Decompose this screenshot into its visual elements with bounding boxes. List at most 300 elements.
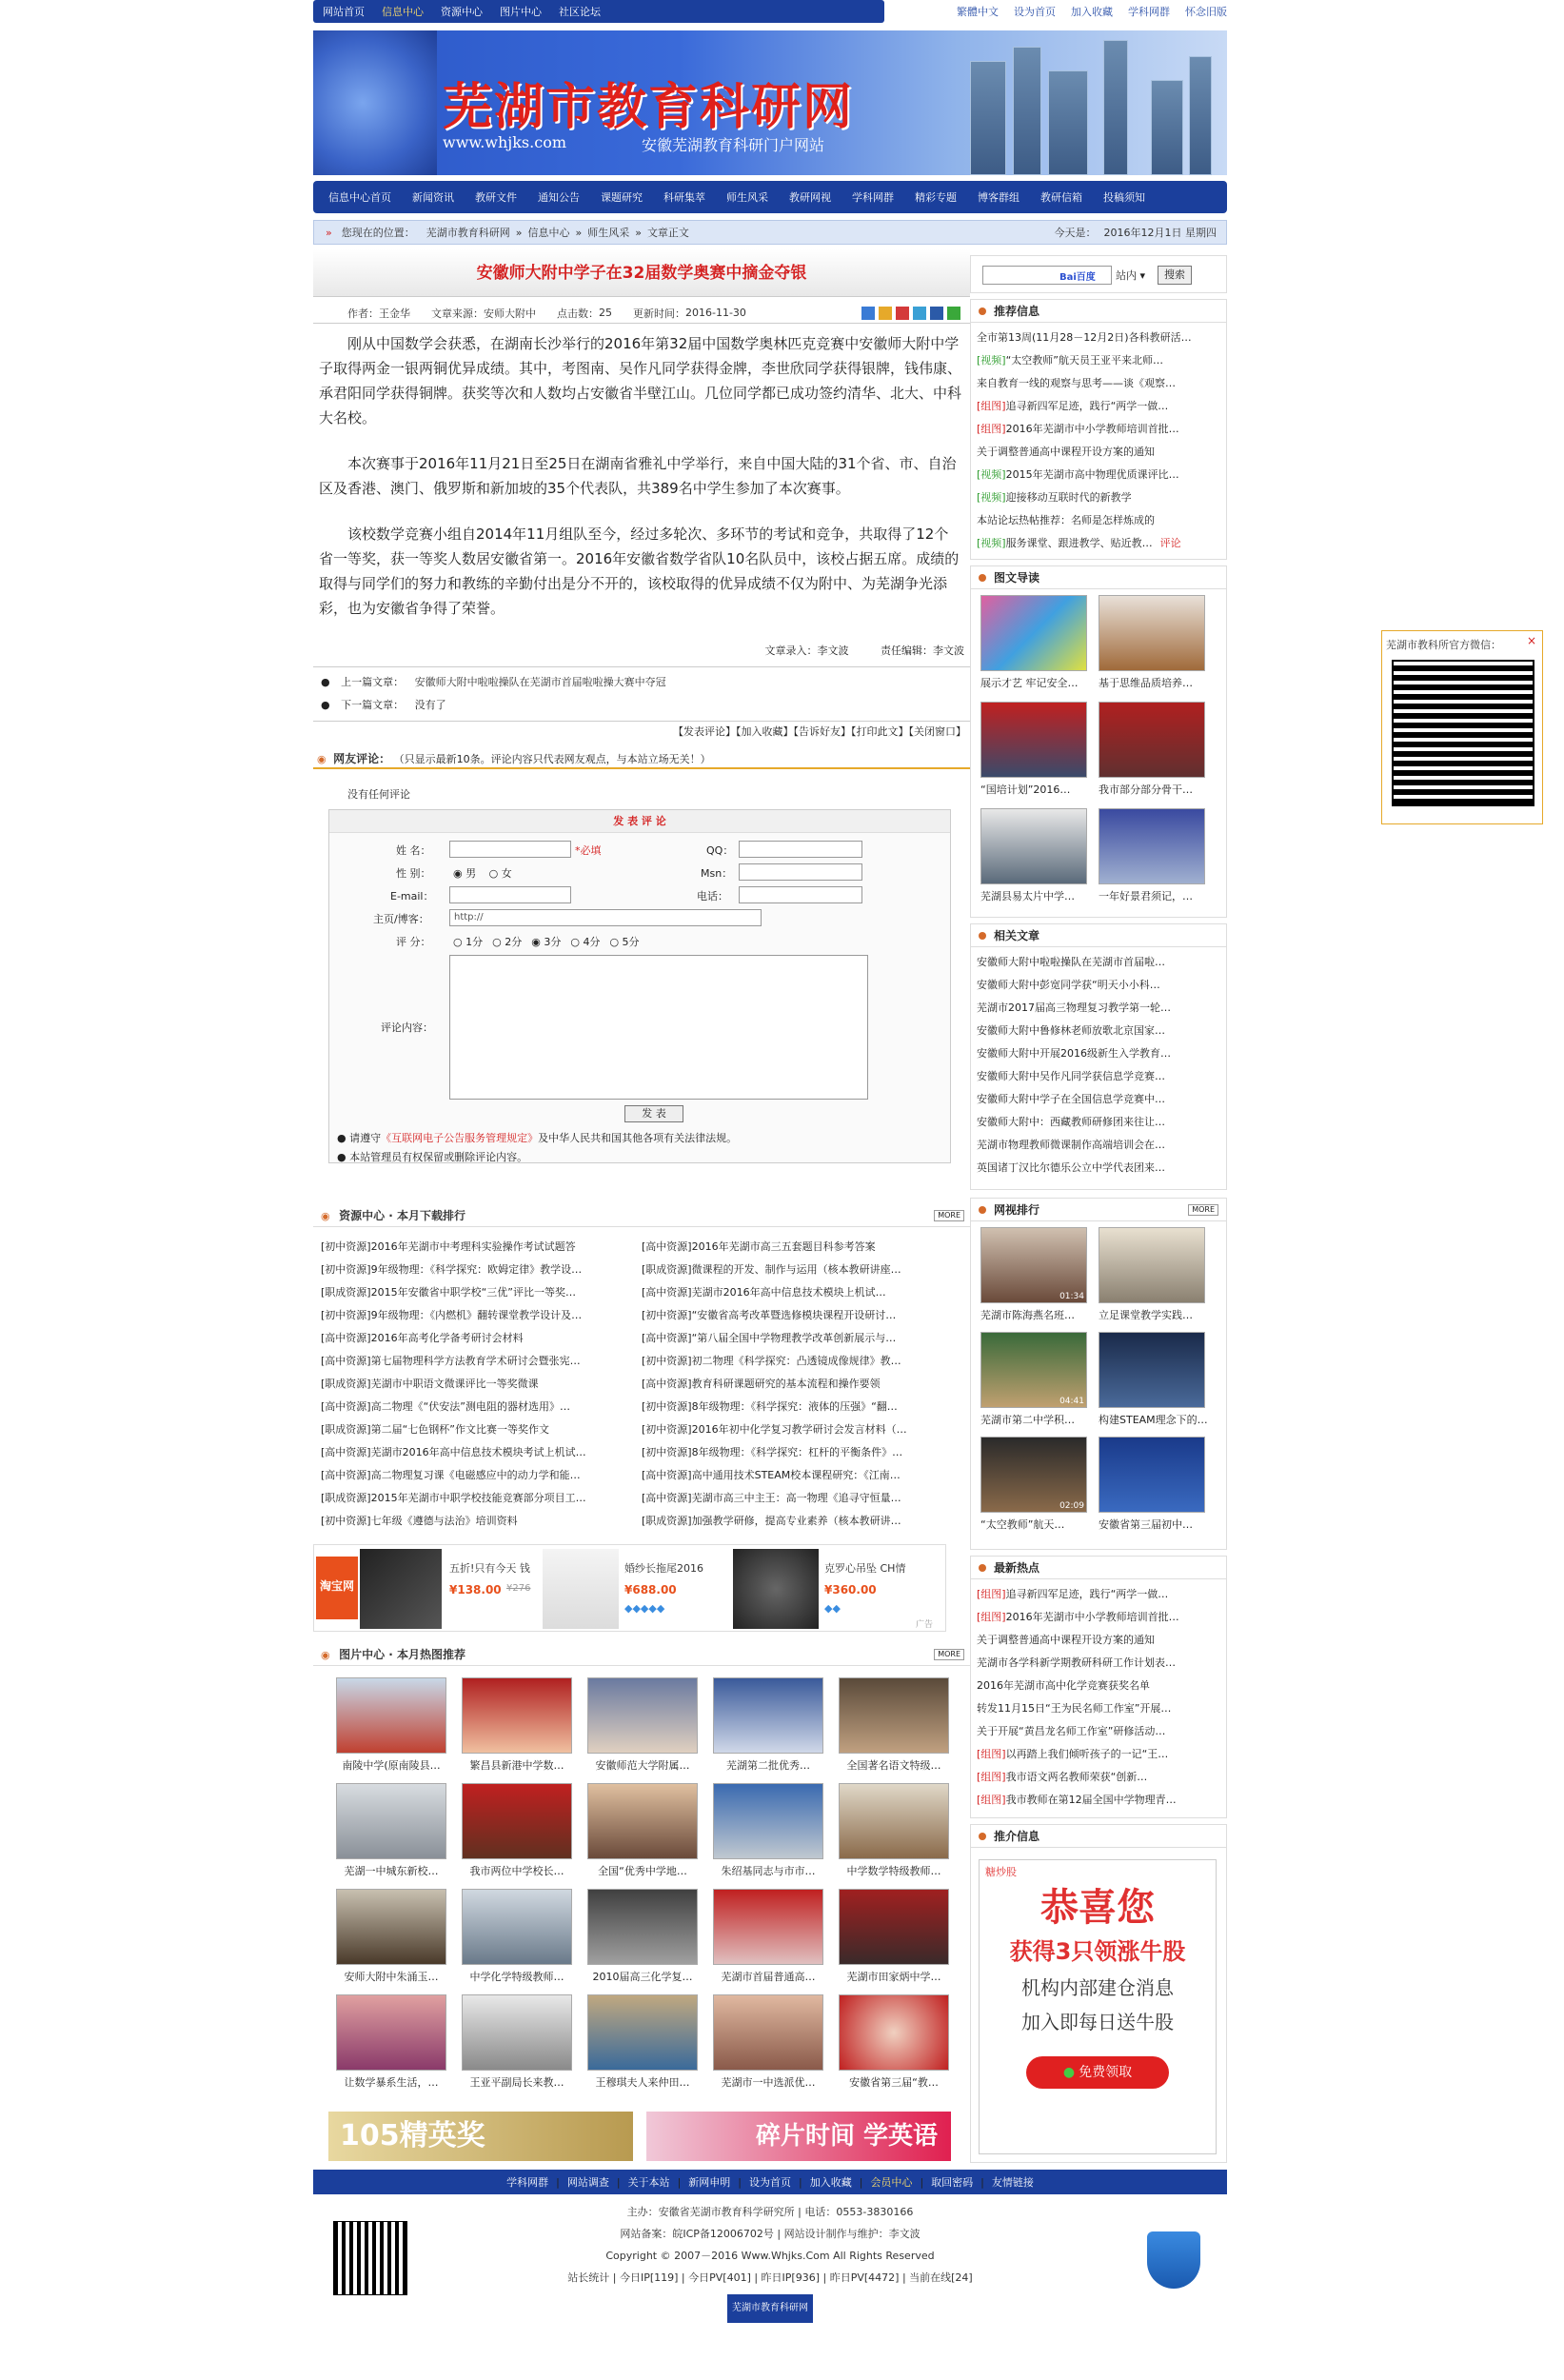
score-option[interactable]: ○ 2分 [492,936,523,948]
close-icon[interactable]: × [1526,634,1537,647]
footer-nav-item[interactable]: 取回密码 [931,2176,974,2189]
score-5: 5分 [622,936,640,948]
hot-item[interactable] [971,1697,1226,1720]
recommend-item[interactable] [971,395,1226,418]
picture-thumb [713,1677,823,1754]
radio-icon[interactable]: ○ [488,867,499,880]
gallery-tag: [组图] [977,423,1006,435]
image-guide-item[interactable] [1099,595,1217,702]
top-links [941,4,1227,19]
share-tencent-icon[interactable] [913,307,926,320]
related-item[interactable]: 安徽师大附中学子在全国信息学竞赛中… [977,1093,1165,1105]
footer-line: Copyright © 2007－2016 Www.Whjks.Com All Rights Reserved [605,2250,935,2262]
rule-text: 及中华人民共和国其他各项有关法律法规。 [538,1132,738,1144]
recommend-item[interactable] [971,349,1226,372]
recommend-item[interactable] [971,327,1226,349]
picture-thumb [336,1994,446,2071]
picture-thumb [839,1889,949,1965]
score-1: 1分 [465,936,484,948]
bullet-icon: ● [321,699,330,711]
footer-nav-item[interactable]: 学科网群 [506,2176,549,2189]
resource-item[interactable]: [高中资源]2016年芜湖市高三五套题目科参考答案 [642,1240,876,1253]
picture-caption: 芜湖市一中选派优… [721,2076,816,2089]
recommend-box [970,299,1227,560]
image-guide-caption: 展示才艺 牢记安全… [980,677,1079,689]
traditional-chinese-link[interactable]: 繁體中文 [957,6,999,18]
recommend-item[interactable] [971,418,1226,441]
resource-item[interactable]: [初中资源]2016年初中化学复习教学研讨会发言材料（… [642,1423,907,1436]
video-thumb [1099,1227,1205,1303]
video-tag: [视频] [977,537,1006,549]
top-nav-item[interactable]: 网站首页 [323,6,365,18]
image-guide-caption: 我市部分部分骨干… [1099,783,1193,796]
radio-checked-icon[interactable]: ◉ [453,867,463,880]
email-label: E-mail： [390,890,434,902]
hot-item[interactable] [971,1629,1226,1652]
main-nav-item[interactable]: 投稿须知 [1103,191,1145,204]
resource-item[interactable]: [职成资源]微课程的开发、制作与运用（核本教研讲座… [642,1263,901,1276]
picture-thumb [462,1783,572,1859]
picture-item[interactable] [454,1677,580,1783]
more-button[interactable]: MORE [934,1210,964,1221]
resource-item[interactable]: [职成资源]2015年芜湖市中职学校技能竞赛部分项目工… [321,1492,586,1504]
picture-caption: 朱绍基同志与市市… [721,1865,816,1877]
resource-item[interactable]: [职成资源]加强教学研修，提高专业素养（核本教研讲… [642,1515,901,1527]
image-guide-item[interactable] [1099,808,1217,915]
banner-ad-left[interactable]: 105精英奖 [328,2112,633,2161]
ad-product-image [733,1549,819,1629]
picture-thumb [462,1677,572,1754]
picture-thumb [839,1677,949,1754]
main-nav-item[interactable]: 博客群组 [978,191,1020,204]
submit-comment-button[interactable]: 发 表 [624,1105,683,1122]
top-nav-item-current[interactable]: 信息中心 [382,6,424,18]
section-icon: ◉ [321,1210,330,1222]
main-nav-item[interactable]: 新闻资讯 [412,191,454,204]
main-nav-item[interactable]: 课题研究 [601,191,643,204]
main-nav-item[interactable]: 教研文件 [475,191,517,204]
share-wechat-icon[interactable] [947,307,960,320]
chevron-down-icon: ▾ [1139,269,1146,282]
recommend-item-text: “太空教师”航天员王亚平来北师… [1005,354,1163,367]
footer-nav-item[interactable]: 网站调查 [566,2176,609,2189]
video-duration: 01:34 [1059,1292,1084,1301]
related-item[interactable]: 安徽师大附中鲁修林老师放歌北京国家… [977,1024,1165,1037]
score-option[interactable]: ○ 5分 [609,936,640,948]
ad-product-name: 克罗心吊坠 CH情 [824,1562,906,1575]
promo-title: 推介信息 [971,1825,1226,1848]
picture-thumb [587,1677,698,1754]
main-nav-item[interactable]: 教研网视 [789,191,831,204]
video-duration: 02:09 [1059,1501,1084,1511]
share-qzone-icon[interactable] [879,307,892,320]
name-label: 姓 名： [396,844,431,857]
resource-item[interactable]: [高中资源]教育科研课题研究的基本流程和操作要领 [642,1378,881,1390]
picture-item[interactable] [831,1994,957,2100]
wechat-qr-code-image [1394,662,1533,804]
gallery-tag: [组图] [977,400,1006,412]
ad-product-price: ¥360.00 [824,1583,877,1597]
source-value: 安师大附中 [484,307,536,320]
video-thumb [980,1437,1087,1513]
comment-textarea[interactable] [449,955,868,1100]
picture-caption: 芜湖市首届普通高… [721,1971,816,1983]
pictures-title: 图片中心 · 本月热图推荐 [339,1648,466,1661]
top-nav-item[interactable]: 图片中心 [500,6,542,18]
share-renren-icon[interactable] [930,307,943,320]
shield-badge-icon[interactable] [1147,2231,1200,2289]
video-item[interactable] [980,1227,1099,1332]
more-button[interactable]: MORE [1188,1204,1218,1216]
picture-item[interactable] [831,1783,957,1889]
hot-item[interactable] [971,1583,1226,1606]
search-scope-select[interactable] [1116,268,1145,283]
resources-header [313,1204,970,1227]
picture-item[interactable] [328,1677,454,1783]
subject-network-link[interactable]: 学科网群 [1128,6,1170,18]
resource-item[interactable]: [高中资源]芜湖市2016年高中信息技术模块上机试… [642,1286,886,1299]
resource-item[interactable]: [初中资源]9年级物理：《科学探究：欧姆定律》教学设… [321,1263,583,1276]
breadcrumb-separator-icon: » [515,226,523,239]
ad-product-price: ¥138.00 [449,1583,502,1597]
video-thumb [980,1227,1087,1303]
hot-item[interactable] [971,1789,1226,1812]
share-weibo-icon[interactable] [896,307,909,320]
image-guide-item[interactable] [980,702,1099,808]
resource-item[interactable]: [高中资源]高二物理复习课《电磁感应中的动力学和能… [321,1469,581,1481]
pictures-header [313,1643,970,1666]
gender-radio-group [453,865,512,881]
score-option[interactable]: ◉ 3分 [531,936,562,948]
taobao-ad[interactable] [313,1544,946,1632]
picture-item[interactable] [705,1889,831,1994]
related-item[interactable]: 安徽师大附中：西藏教师研修团来往让… [977,1116,1165,1128]
search-button[interactable]: 搜索 [1158,266,1192,285]
editor-value: 李文波 [933,645,964,657]
footer-nav-item[interactable]: 会员中心 [870,2176,913,2189]
qq-label: QQ： [706,844,734,857]
bullet-icon: ● [337,1132,346,1144]
rule-link[interactable]: 《互联网电子公告服务管理规定》 [381,1132,539,1144]
picture-thumb [839,1994,949,2071]
related-list [971,947,1226,1180]
hot-item-text: 以再踏上我们倾听孩子的一记“王… [1005,1748,1169,1760]
main-nav-item[interactable]: 师生风采 [726,191,768,204]
picture-item[interactable] [831,1889,957,1994]
picture-item[interactable] [328,1994,454,2100]
picture-thumb [336,1677,446,1754]
breadcrumb-item[interactable]: 师生风采 [587,227,630,239]
resource-item[interactable]: [初中资源]8年级物理：《科学探究：液体的压强》“翻… [642,1400,898,1413]
resource-item[interactable]: [职成资源]2015年安徽省中职学校“三优”评比一等奖… [321,1286,576,1299]
share-plus-icon[interactable] [861,307,875,320]
building-image [1013,47,1041,175]
site-badge[interactable]: 芜湖市教育科研网 [727,2294,813,2323]
more-button[interactable]: MORE [934,1649,964,1660]
related-item[interactable]: 安徽师大附中啦啦操队在芜湖市首届啦… [977,956,1165,968]
picture-item[interactable] [454,1994,580,2100]
footer-nav-item[interactable]: 新网申明 [688,2176,731,2189]
hot-box [970,1556,1227,1818]
add-favorite-link[interactable]: 加入收藏 [1071,6,1113,18]
ad-product-image [543,1549,619,1629]
picture-item[interactable] [580,1994,705,2100]
picture-item[interactable] [580,1889,705,1994]
article-paragraph: 刚从中国数学会获悉，在湖南长沙举行的2016年第32届中国数学奥林匹克竞赛中安徽师大附中学子取得两金一银两铜优异成绩。其中，考图南、吴作凡同学获得金牌，李世欣同学获得银牌，钱伟康、承君阳同学获得铜牌。获奖等次和人数均占安徽省半壁江山。几位同学都已成功签约清华、北大、中科大名校。 [319,335,962,426]
picture-caption: 中学数学特级教师… [846,1865,941,1877]
picture-caption: 中学化学特级教师… [469,1971,564,1983]
video-item[interactable] [1099,1227,1217,1332]
building-image [1103,40,1128,175]
recommend-item[interactable] [971,441,1226,464]
picture-item[interactable] [580,1677,705,1783]
entry-value: 李文波 [817,645,849,657]
resource-item[interactable]: [高中资源]“第八届全国中学物理教学改革创新展示与… [642,1332,897,1344]
main-nav-item[interactable]: 教研信箱 [1040,191,1082,204]
footer-line: 网站备案：皖ICP备12006702号 | 网站设计制作与维护：李文波 [620,2228,921,2240]
msn-input[interactable] [739,863,862,881]
article-meta [313,303,970,324]
videos-grid [971,1221,1226,1541]
video-item[interactable] [980,1437,1099,1541]
search-input[interactable] [982,266,1112,285]
resource-item[interactable]: [高中资源]芜湖市2016年高中信息技术模块考试上机试… [321,1446,586,1458]
phone-input[interactable] [739,886,862,903]
image-guide-item[interactable] [980,595,1099,702]
video-item[interactable] [980,1332,1099,1437]
search-scope-value: 站内 [1116,269,1137,282]
source-label: 文章来源： [431,307,484,320]
next-article-link: 没有了 [414,699,446,711]
hot-item[interactable] [971,1606,1226,1629]
picture-item[interactable] [328,1889,454,1994]
old-version-link[interactable]: 怀念旧版 [1185,6,1227,18]
picture-caption: 让数学暴系生活，… [344,2076,439,2089]
breadcrumb-item[interactable]: 信息中心 [527,227,570,239]
wing-logo-icon [313,30,437,175]
footer-nav-item[interactable]: 友情链接 [991,2176,1034,2189]
free-claim-button[interactable] [1026,2056,1169,2089]
page [313,0,1227,2380]
female-option: 女 [501,867,512,880]
gallery-tag: [组图] [977,1748,1006,1760]
picture-item[interactable] [328,1783,454,1889]
resource-item[interactable]: [高中资源]第七届物理科学方法教育学术研讨会暨张宪… [321,1355,581,1367]
male-option: 男 [465,867,477,880]
name-input[interactable] [449,841,571,858]
video-caption: 构建STEAM理念下的… [1099,1414,1208,1426]
video-caption: “太空教师”航天… [980,1518,1065,1531]
ad-product-name: 五折!只有今天 钱 [449,1562,530,1575]
homepage-input[interactable]: http:// [449,909,762,926]
breadcrumb-item: 文章正文 [646,227,689,239]
breadcrumb-label: 您现在的位置： [341,227,415,239]
hot-item[interactable] [971,1675,1226,1697]
resource-item[interactable]: [初中资源]七年级《遵德与法治》培训资料 [321,1515,518,1527]
recommend-list [971,323,1226,555]
top-nav-item[interactable]: 社区论坛 [559,6,601,18]
related-title: 相关文章 [971,924,1226,947]
video-tag: [视频] [977,468,1006,481]
qq-input[interactable] [739,841,862,858]
picture-caption: 芜湖一中城东新校… [344,1865,439,1877]
resource-item[interactable]: [初中资源]“安徽省高考改革暨选修模块课程开设研讨… [642,1309,897,1321]
resource-item[interactable]: [初中资源]初二物理《科学探究：凸透镜成像规律》教… [642,1355,901,1367]
phone-label: 电话： [697,890,728,902]
resource-item[interactable]: [高中资源]高中通用技术STEAM校本课程研究：《江南… [642,1469,901,1481]
image-guide-caption: 芜湖县易太片中学… [980,890,1075,902]
bullet-icon: ● [337,1151,346,1163]
footer-nav-item[interactable]: 设为首页 [749,2176,791,2189]
main-nav-item[interactable]: 精彩专题 [915,191,957,204]
ad-product-image [360,1549,442,1629]
comment-link[interactable]: 评论 [1159,537,1181,549]
related-item[interactable]: 英国诸丁汉比尔德乐公立中学代表团来… [977,1161,1165,1174]
resource-item[interactable]: [初中资源]8年级物理：《科学探究：杠杆的平衡条件》… [642,1446,903,1458]
resource-item[interactable]: [初中资源]2016年芜湖市中考理科实验操作考试试题答 [321,1240,576,1253]
hot-list [971,1579,1226,1812]
prev-article-link[interactable]: 安徽师大附中啦啦操队在芜湖市首届啦啦操大赛中夺冠 [414,676,666,688]
resource-item[interactable]: [职成资源]第二届“七色钢杯”作文比赛一等奖作文 [321,1423,549,1436]
picture-item[interactable] [580,1783,705,1889]
resource-item[interactable]: [职成资源]芜湖市中职语文微课评比一等奖微课 [321,1378,539,1390]
main-nav-item[interactable]: 学科网群 [852,191,894,204]
picture-thumb [336,1783,446,1859]
comments-icon: ◉ [317,753,327,765]
breadcrumb-item[interactable]: 芜湖市教育科研网 [426,227,510,239]
footer-nav-item[interactable]: 加入收藏 [809,2176,852,2189]
prev-next-nav [313,666,970,722]
ad-product-price: ¥688.00 [624,1583,677,1597]
ad-mark: 广告 [916,1620,934,1630]
site-title: 芜湖市教育科研网 [443,78,855,136]
image-guide-item[interactable] [1099,702,1217,808]
building-image [1151,80,1183,175]
top-nav-item[interactable]: 资源中心 [441,6,483,18]
qr-code-image [334,2222,406,2294]
author-label: 作者： [347,307,379,320]
image-guide-thumb [980,595,1087,671]
hot-item[interactable] [971,1743,1226,1766]
editor-label: 责任编辑： [881,645,933,657]
picture-thumb [462,1889,572,1965]
picture-caption: 王穆琪夫人来仲田… [595,2076,690,2089]
hits-value: 25 [599,307,612,319]
recommend-item[interactable] [971,464,1226,486]
recommend-item[interactable] [971,509,1226,532]
free-claim-label: 免费领取 [1079,2065,1133,2080]
image-guide-item[interactable] [980,808,1099,915]
wechat-floating-panel [1381,630,1543,824]
image-guide-grid [971,589,1226,915]
picture-item[interactable] [831,1677,957,1783]
banner-ad-right[interactable]: 碎片时间 学英语 [646,2112,951,2161]
video-item[interactable] [1099,1437,1217,1541]
video-caption: 立足课堂教学实践… [1099,1309,1193,1321]
main-nav-item[interactable]: 科研集萃 [663,191,705,204]
image-guide-caption: 一年好景君须记，… [1099,890,1193,902]
video-item[interactable] [1099,1332,1217,1437]
rule-text: 本站管理员有权保留或删除评论内容。 [349,1151,528,1163]
video-caption: 安徽省第三届初中… [1099,1518,1193,1531]
stock-ad[interactable] [979,1859,1217,2154]
image-guide-thumb [980,702,1087,778]
picture-thumb [587,1994,698,2071]
related-item[interactable]: 安徽师大附中彭宽同学获“明天小小科… [977,979,1160,991]
section-icon: ◉ [321,1649,330,1661]
picture-caption: 我市两位中学校长… [469,1865,564,1877]
picture-caption: 芜湖市田家炳中学… [846,1971,941,1983]
resource-item[interactable]: [高中资源]2016年高考化学备考研讨会材料 [321,1332,524,1344]
image-guide-thumb [1099,702,1205,778]
hot-item-text: 2016年芜湖市高中化学竞赛获奖名单 [977,1679,1150,1692]
footer [313,2201,1227,2323]
recommend-item[interactable] [971,372,1226,395]
set-homepage-link[interactable]: 设为首页 [1014,6,1056,18]
score-option[interactable]: ○ 1分 [453,936,484,948]
article-paragraph: 该校数学竞赛小组自2014年11月组队至今，经过多轮次、多环节的考试和竞争，共取得了12个省一等奖，获一等奖人数居安徽省第一。2016年安徽省数学省队10名队员中，该校占据五席。成绩的取得与同学们的努力和教练的辛勤付出是分不开的，该校取得的优异成绩不仅为附中、为芜湖争光添彩，也为安徽省争得了荣誉。 [319,526,960,617]
next-label: 下一篇文章： [341,699,405,711]
resource-item[interactable]: [高中资源]芜湖市高三中主王：高一物理《追寻守恒量… [642,1492,901,1504]
picture-item[interactable] [705,1994,831,2100]
picture-item[interactable] [705,1677,831,1783]
related-item[interactable]: 芜湖市2017届高三物理复习教学第一轮… [977,1002,1171,1014]
comment-rule-1 [337,1130,737,1145]
recommend-item[interactable] [971,532,1226,555]
image-guide-box [970,565,1227,918]
image-guide-thumb [980,808,1087,884]
resource-item[interactable]: [高中资源]高二物理《“伏安法”测电阻的器材选用》… [321,1400,570,1413]
building-image [970,61,1006,175]
main-nav-item[interactable]: 信息中心首页 [328,191,391,204]
picture-thumb [713,1994,823,2071]
hot-item-text: 追寻新四军足迹，践行“两学一做… [1005,1588,1169,1600]
hot-item[interactable] [971,1766,1226,1789]
picture-thumb [587,1889,698,1965]
diamond-rating-icon: ◆◆◆◆◆ [624,1602,665,1615]
taobao-logo: 淘宝网 [316,1557,358,1619]
comment-rule-2 [337,1149,527,1164]
footer-nav-item[interactable]: 关于本站 [627,2176,670,2189]
recommend-item-text: 追寻新四军足迹，践行“两学一做… [1005,400,1169,412]
picture-item[interactable] [454,1889,580,1994]
author-value: 王金华 [379,307,410,320]
article-paragraph: 本次赛事于2016年11月21日至25日在湖南省雅礼中学举行，来自中国大陆的31个省、市、自治区及香港、澳门、俄罗斯和新加坡的35个代表队，共389名中学生参加了本次赛事。 [319,455,957,497]
recommend-item[interactable] [971,486,1226,509]
hot-item-text: 转发11月15日“王为民名师工作室”开展… [977,1702,1172,1715]
article-actions[interactable]: 【发表评论】【加入收藏】【告诉好友】【打印此文】【关闭窗口】 [673,725,966,738]
hot-item[interactable] [971,1720,1226,1743]
comments-header [313,748,970,769]
hot-item[interactable] [971,1652,1226,1675]
next-article [313,694,970,717]
entry-label: 文章录入： [764,645,818,657]
main-nav-item[interactable]: 通知公告 [538,191,580,204]
related-item[interactable]: 安徽师大附中吴作凡同学获信息学竞赛… [977,1070,1165,1082]
breadcrumb [313,220,1227,245]
rule-text: 请遵守 [349,1132,382,1144]
related-item[interactable]: 安徽师大附中开展2016级新生入学教育… [977,1047,1171,1060]
related-item[interactable]: 芜湖市物理教师微课制作高端培训会在… [977,1139,1165,1151]
picture-item[interactable] [705,1783,831,1889]
resource-item[interactable]: [初中资源]9年级物理：《内燃机》翻转课堂教学设计及… [321,1309,583,1321]
msn-label: Msn： [701,867,733,880]
score-option[interactable]: ○ 4分 [570,936,601,948]
main-nav [313,181,1227,213]
picture-item[interactable] [454,1783,580,1889]
picture-thumb [713,1783,823,1859]
email-input[interactable] [449,886,571,903]
